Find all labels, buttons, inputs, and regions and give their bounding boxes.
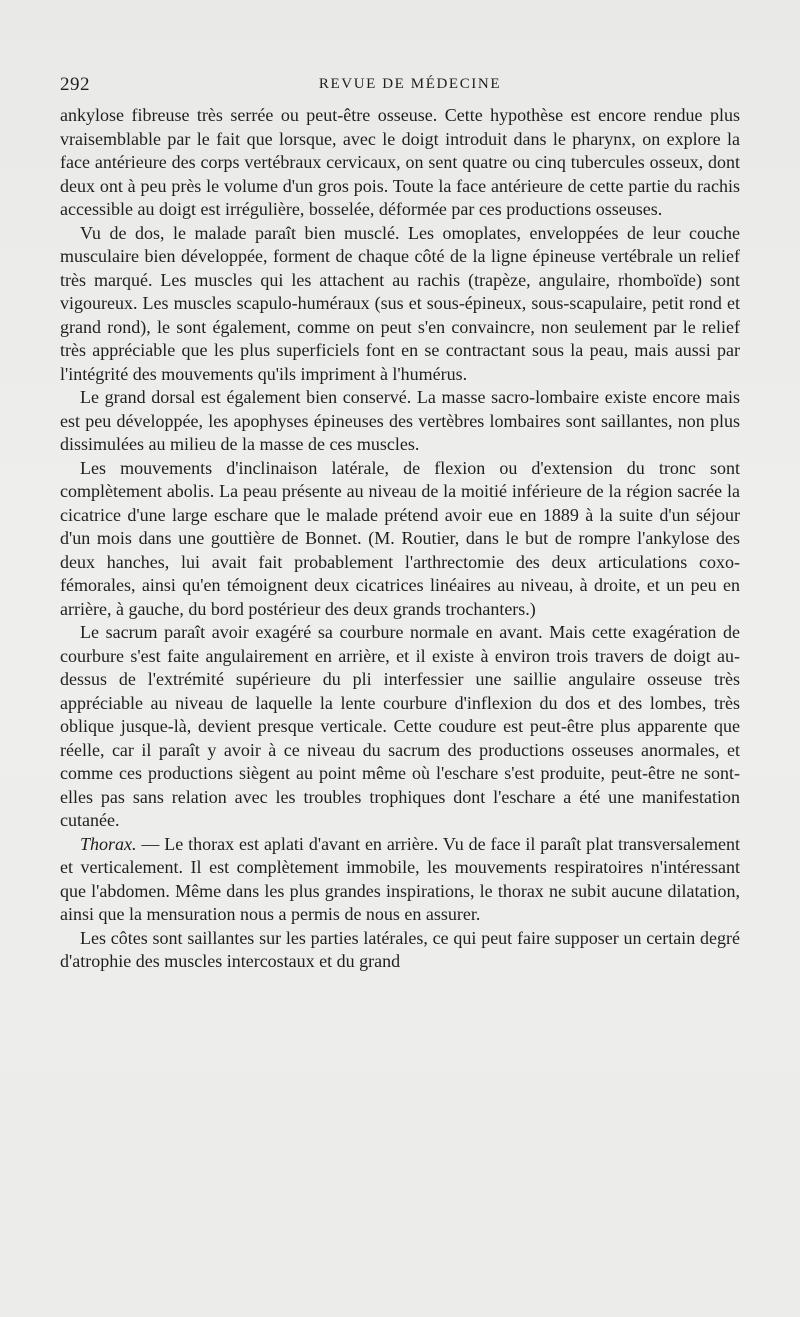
paragraph-text: Les côtes sont saillantes sur les parties latérales, ce qui peut faire supposer un certain degré d'atrophie des muscles intercostaux et du grand <box>60 927 740 971</box>
paragraph-text: — Le thorax est aplati d'avant en arrière. Vu de face il paraît plat transversalement et verticalement. Il est complètement immobile, les mouvements respiratoires n'intéressant que l'abdomen. Même dans les plus grandes inspirations, le thorax ne subit aucune dilatation, ainsi que la mensuration nous a permis de nous en assurer. <box>60 833 740 924</box>
paragraph-3 <box>60 386 740 457</box>
body-text <box>60 104 740 974</box>
paragraph-text: ankylose fibreuse très serrée ou peut-être osseuse. Cette hypothèse est encore rendue plus vraisemblable par le fait que lorsque, avec le doigt introduit dans le pharynx, on explore la face antérieure des corps vertébraux cervicaux, on sent quatre ou cinq tubercules osseux, dont deux ont à peu près le volume d'un gros pois. Toute la face antérieure de cette partie du rachis accessible au doigt est irrégulière, bosselée, déformée par ces productions osseuses. <box>60 105 740 219</box>
running-title: REVUE DE MÉDECINE <box>318 76 502 92</box>
paragraph-text: Le sacrum paraît avoir exagéré sa courbure normale en avant. Mais cette exagération de courbure s'est faite angulairement en arrière, et il existe à environ trois travers de doigt au-dessus de l'extrémité supérieure du pli interfessier une saillie angulaire osseuse très appréciable au niveau de laquelle la lente courbure d'inflexion du dos et des lombes, très oblique jusque-là, devient presque verticale. Cette coudure est peut-être plus apparente que réelle, car il paraît y avoir à ce niveau du sacrum des productions osseuses anormales, et comme ces productions siègent au point même où l'eschare s'est produite, peut-être ne sont-elles pas sans relation avec les troubles trophiques dont l'eschare a été une manifestation cutanée. <box>60 622 740 830</box>
paragraph-7 <box>60 927 740 974</box>
paragraph-2 <box>60 222 740 387</box>
page-number: 292 <box>60 74 90 95</box>
paragraph-text: Le grand dorsal est également bien conservé. La masse sacro-lombaire existe encore mais est peu développée, les apophyses épineuses des vertèbres lombaires sont saillantes, non plus dissimulées au milieu de la masse de ces muscles. <box>60 387 740 454</box>
paragraph-6 <box>60 833 740 927</box>
section-lead-thorax: Thorax. <box>80 833 137 854</box>
paragraph-4 <box>60 457 740 622</box>
paragraph-5 <box>60 621 740 833</box>
page-header <box>60 74 760 98</box>
paragraph-text: Vu de dos, le malade paraît bien musclé. Les omoplates, enveloppées de leur couche musculaire bien développée, forment de chaque côté de la ligne épineuse vertébrale un relief très marqué. Les muscles qui les attachent au rachis (trapèze, angulaire, rhomboïde) sont vigoureux. Les muscles scapulo-huméraux (sus et sous-épineux, sous-scapulaire, petit rond et grand rond), le sont également, comme on peut s'en convaincre, non seulement par le relief très appréciable que les plus superficiels font en se contractant sous la peau, mais aussi par l'intégrité des mouvements qu'ils impriment à l'humérus. <box>60 222 740 384</box>
paragraph-text: Les mouvements d'inclinaison latérale, de flexion ou d'extension du tronc sont complètement abolis. La peau présente au niveau de la moitié inférieure de la région sacrée la cicatrice d'une large eschare que le malade prétend avoir eue en 1889 à la suite d'un séjour d'un mois dans une gouttière de Bonnet. (M. Routier, dans le but de rompre l'ankylose des deux hanches, lui avait fait probablement l'arthrectomie des deux articulations coxo-fémorales, ainsi qu'en témoignent deux cicatrices linéaires au niveau, à droite, et un peu en arrière, à gauche, du bord postérieur des deux grands trochanters.) <box>60 457 740 619</box>
paragraph-1 <box>60 104 740 222</box>
